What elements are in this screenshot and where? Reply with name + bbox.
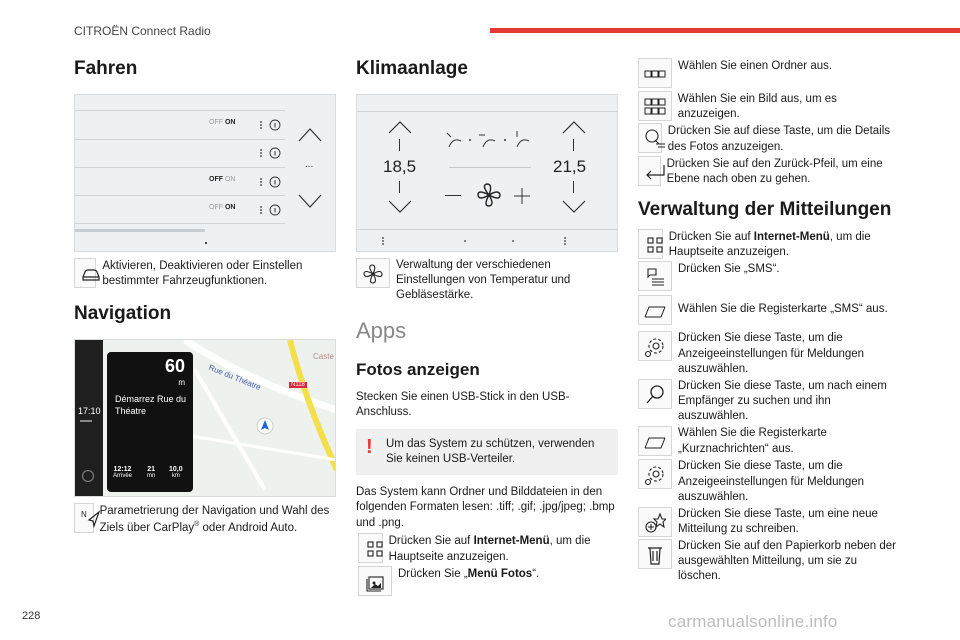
running-header: CITROËN Connect Radio xyxy=(74,24,211,38)
page-dot xyxy=(205,242,207,244)
msg-step-settings-1: Drücken Sie diese Taste, um die Anzeigeeinstellungen für Meldungen auszuwählen. xyxy=(638,331,900,377)
nav-instruction: Démarrez Rue du Théatre xyxy=(115,394,187,417)
toggle-off-label: OFF xyxy=(209,204,223,211)
toggle-on-label: ON xyxy=(224,119,236,126)
toggle-off-label: OFF xyxy=(209,176,223,183)
details-icon xyxy=(638,123,662,153)
navigation-description xyxy=(74,503,336,535)
svg-text:N: N xyxy=(81,510,87,520)
msg-step-new: Drücken Sie diese Taste, um eine neue Mitteilung zu schreiben. xyxy=(638,507,900,538)
nav-eta xyxy=(113,466,132,479)
temp-right-down-icon[interactable] xyxy=(561,199,587,215)
folder-list-icon xyxy=(638,58,672,88)
fan-minus[interactable] xyxy=(445,195,461,196)
new-message-icon xyxy=(638,507,672,537)
fotos-intro: Stecken Sie einen USB-Stick in den USB-Anschluss. xyxy=(356,390,570,419)
km-label: km xyxy=(171,473,180,480)
image-grid-icon xyxy=(638,91,672,121)
tab-icon xyxy=(638,295,672,325)
nav-instruction-card xyxy=(107,352,193,492)
temp-left-down-icon[interactable] xyxy=(387,199,413,215)
column-3 xyxy=(638,58,900,584)
back-arrow-icon xyxy=(638,156,661,186)
temp-left-up-icon[interactable] xyxy=(387,119,413,135)
usb-warning: ! Um das System zu schützen, verwenden Sie keinen USB-Verteiler. xyxy=(356,429,618,475)
tab-icon xyxy=(638,426,672,456)
navigation-screen xyxy=(74,339,336,497)
section-heading-klima: Klimaanlage xyxy=(356,58,468,79)
temp-right: 21,5 xyxy=(553,157,587,176)
trash-icon xyxy=(638,539,672,569)
internet-menu-label: Internet-Menü xyxy=(753,231,830,244)
toggle-1[interactable] xyxy=(209,119,235,126)
nav-minutes xyxy=(147,466,155,479)
msg-step-settings-2: Drücken Sie diese Taste, um die Anzeigeeinstellungen für Meldungen auszuwählen. xyxy=(638,459,900,505)
minutes-value: 21 xyxy=(147,466,156,474)
nav-desc-text-end: oder Android Auto. xyxy=(199,521,298,534)
navigation-arrow-icon xyxy=(74,503,94,533)
toggle-on-label: ON xyxy=(224,176,236,183)
nav-side-bar xyxy=(75,340,103,497)
klima-description: Verwaltung der verschiedenen Einstellungen von Temperatur und Gebläsestärke. xyxy=(356,258,618,304)
fotos-step-menu: Drücken Sie „Menü Fotos“. xyxy=(356,566,618,596)
air-distribution-icons[interactable] xyxy=(443,129,537,151)
menu-fotos-label: Menü Fotos xyxy=(467,567,533,580)
msg-step-search: Drücken Sie diese Taste, um nach einem Empfänger zu suchen und ihn auszuwählen. xyxy=(638,379,900,425)
klima-screen xyxy=(356,94,618,252)
registered-mark: ® xyxy=(194,520,200,528)
toggle-on-label: ON xyxy=(224,204,236,211)
settings-gear-icon xyxy=(638,331,672,361)
nav-distance: 60 xyxy=(164,356,185,377)
nav-clock: 17:10 xyxy=(78,406,101,417)
fahren-description: Aktivieren, Deaktivieren oder Einstellen bestimmter Fahrzeugfunktionen. xyxy=(74,258,336,289)
fan-icon xyxy=(475,181,503,209)
folder-item: Wählen Sie einen Ordner aus. xyxy=(638,58,900,88)
chevron-up-icon[interactable] xyxy=(297,125,323,145)
image-item: Wählen Sie ein Bild aus, um es anzuzeigen. xyxy=(638,91,900,122)
details-item: Drücken Sie auf diese Taste, um die Details des Fotos anzuzeigen. xyxy=(638,123,900,154)
page-number: 228 xyxy=(22,610,41,622)
msg-step-tab-sms: Wählen Sie die Registerkarte „SMS“ aus. xyxy=(638,295,900,325)
fotos-step-internet: Drücken Sie auf Internet-Menü, um die Hauptseite anzuzeigen. xyxy=(356,533,618,564)
temp-right-up-icon[interactable] xyxy=(561,119,587,135)
msg-step-delete: Drücken Sie auf den Papierkorb neben der ausgewählten Mitteilung, um sie zu löschen. xyxy=(638,539,900,585)
climate-fan-icon xyxy=(356,258,390,288)
internet-menu-label: Internet-Menü xyxy=(473,535,550,548)
fahren-screen xyxy=(74,94,336,252)
eta-label: Arrivée xyxy=(113,473,133,480)
nav-distance-unit: m xyxy=(178,378,185,388)
klima-bottom-bar xyxy=(357,231,619,251)
settings-gear-icon xyxy=(638,459,672,489)
section-heading-mitteilungen: Verwaltung der Mitteilungen xyxy=(638,199,892,221)
map-street-label: Rue du Théatre xyxy=(207,363,263,393)
watermark: carmanualsonline.info xyxy=(668,612,838,631)
map-city-label: Caste xyxy=(313,352,334,362)
msg-step-internet: Drücken Sie auf Internet-Menü, um die Hauptseite anzuzeigen. xyxy=(638,229,900,260)
kebab-info-icons[interactable] xyxy=(257,115,287,235)
section-heading-fahren: Fahren xyxy=(74,58,138,79)
header-accent-bar xyxy=(490,28,960,33)
grid-menu-icon xyxy=(358,533,383,563)
subheading-fotos: Fotos anzeigen xyxy=(356,359,480,379)
section-heading-apps: Apps xyxy=(356,317,407,343)
more-ellipsis[interactable]: ... xyxy=(305,159,314,170)
temp-left: 18,5 xyxy=(383,157,417,176)
chevron-down-icon[interactable] xyxy=(297,191,323,211)
back-item: Drücken Sie auf den Zurück-Pfeil, um eine Ebene nach oben zu gehen. xyxy=(638,156,900,187)
map-road-badge: N118 xyxy=(291,382,305,389)
toggle-3[interactable] xyxy=(209,204,235,211)
nav-km xyxy=(169,466,183,479)
fan-plus-icon[interactable] xyxy=(513,187,531,205)
warning-icon: ! xyxy=(366,435,373,458)
msg-step-sms: Drücken Sie „SMS“. xyxy=(638,261,900,291)
photos-icon xyxy=(358,566,392,596)
km-value: 10,0 xyxy=(169,466,183,474)
toggle-off-label: OFF xyxy=(209,119,223,126)
column-1 xyxy=(74,50,336,536)
minutes-label: mn xyxy=(147,473,156,480)
fotos-formats: Das System kann Ordner und Bilddateien in den folgenden Formaten lesen: .tiff; .gif; .jpg/jpeg; .bmp und .png. xyxy=(356,485,615,529)
msg-step-tab-short: Wählen Sie die Registerkarte „Kurznachrichten“ aus. xyxy=(638,426,900,457)
eta-value: 12:12 xyxy=(113,466,132,474)
section-heading-navigation: Navigation xyxy=(74,303,172,325)
search-icon xyxy=(638,379,672,409)
sms-icon xyxy=(638,261,672,291)
car-icon xyxy=(74,258,96,288)
nav-desc-text: Parametrierung der Navigation und Wahl des Ziels über CarPlay xyxy=(99,505,330,534)
column-2 xyxy=(356,50,618,596)
home-icon[interactable] xyxy=(82,470,94,482)
toggle-2[interactable] xyxy=(209,176,235,183)
page-indicator xyxy=(75,229,205,232)
grid-menu-icon xyxy=(638,229,663,259)
